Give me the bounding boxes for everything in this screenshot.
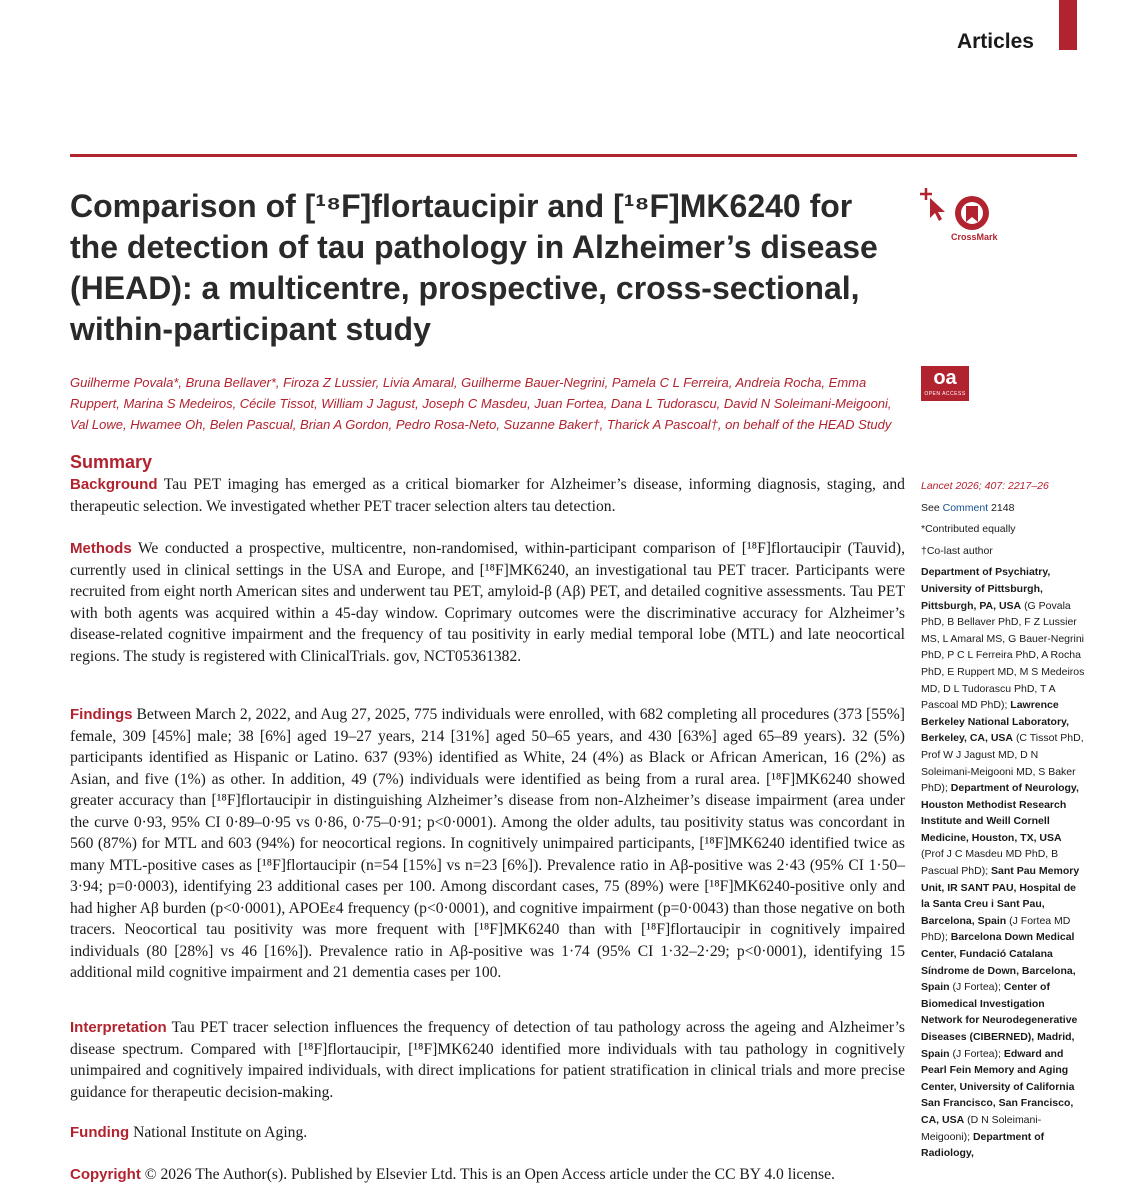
affiliation-people: (J Fortea); (952, 1047, 1001, 1060)
sidebar-notes (921, 478, 1086, 1162)
header-accent-bar (1059, 0, 1077, 50)
affiliation-name: Department of Neurology, Houston Methodist Research Institute and Weill Cornell Medicine, Houston, TX, USA (921, 782, 1079, 844)
copyright-paragraph (70, 1164, 905, 1186)
colast-note: †Co-last author (921, 544, 993, 557)
author-list: Guilherme Povala*, Bruna Bellaver*, Firoza Z Lussier, Livia Amaral, Guilherme Bauer-Negrini, Pamela C L Ferreira, Andreia Rocha, Emma Ruppert, Marina S Medeiros, Cécile Tissot, William J Jagust, Joseph C Masdeu, Juan Fortea, Dana L Tudorascu, David N Soleimani-Meigooni, Val Lowe, Hwamee Oh, Belen Pascual, Brian A Gordon, Pedro Rosa-Neto, Suzanne Baker†, Tharick A Pascoal†, on behalf of the HEAD Study (70, 375, 892, 432)
interpretation-paragraph (70, 1017, 905, 1103)
affiliation-people: (Prof J C Masdeu MD PhD, B Pascual PhD); (921, 848, 1059, 878)
background-paragraph (70, 474, 905, 517)
findings-label: Findings (70, 706, 133, 723)
interpretation-label: Interpretation (70, 1019, 167, 1036)
oa-text: oa (933, 367, 957, 389)
affiliation-name: Department of Radiology, (921, 1130, 1045, 1160)
findings-text: Between March 2, 2022, and Aug 27, 2025, 775 individuals were enrolled, with 682 completing all procedures (373 [55%] female, 309 [45%] male; 38 [6%] aged 19–27 years, 214 [31%] aged 50–65 years, and 430 [63%] aged 65–89 years). 32 (5%) participants identified as Hispanic or Latino. 637 (93%) identified as White, 24 (4%) as Black or African American, 16 (2%) as Asian, and five (1%) as other. In addition, 49 (7%) individuals were identified as being from a rural area. [¹⁸F]MK6240 showed greater accuracy than [¹⁸F]flortaucipir in distinguishing Alzheimer’s disease from non-Alzheimer’s disease impairment (area under the curve 0·93, 95% CI 0·89–0·95 vs 0·86, 0·75–0·91; p<0·0001). Among the older adults, tau positivity status was concordant in 560 (87%) for MTL and 603 (94%) for neocortical regions. In cognitively unimpaired participants, [¹⁸F]MK6240 identified twice as many MTL-positive cases as [¹⁸F]flortaucipir (n=54 [15%] vs n=23 [6%]). Prevalence ratio in Aβ-positive was 2·43 (95% CI 1·50–3·94; p=0·0003), identifying 23 additional cases per 100. Among discordant cases, 75 (89%) were [¹⁸F]MK6240-positive only and had higher Aβ burden (p<0·0001), APOEε4 frequency (p<0·0001), and cognitive impairment (p=0·0043) than those negative on both tracers. Neocortical tau positivity was more frequent with [¹⁸F]MK6240 than with [¹⁸F]flortaucipir in cognitively impaired individuals (80 [28%] vs 46 [16%]). Prevalence ratio in Aβ-positive was 1·74 (95% CI 1·32–2·29; p<0·0001), identifying 15 additional mild cognitive impairment and 21 dementia cases per 100. (70, 706, 905, 981)
methods-text: We conducted a prospective, multicentre, non-randomised, within-participant comparison of [¹⁸F]flortaucipir (Tauvid), currently used in clinical settings in the USA and Europe, and [¹⁸F]MK6240, an investigational tau PET tracer. Participants were recruited from eight north American sites and underwent tau PET, amyloid-β (Aβ) PET, and detailed cognitive assessments. Tau PET with both agents was acquired within a 45-day window. Coprimary outcomes were the discriminative accuracy for Alzheimer’s disease-related cognitive impairment and the frequency of tau positivity in early medial temporal lobe (MTL) and late neocortical regions. The study is registered with ClinicalTrials. gov, NCT05361382. (70, 540, 905, 665)
affiliation-people: (D N Soleimani-Meigooni); (921, 1113, 1042, 1143)
contributed-note: *Contributed equally (921, 523, 1016, 536)
summary-heading: Summary (70, 452, 153, 472)
article-title: Comparison of [¹⁸F]flortaucipir and [¹⁸F]MK6240 for the detection of tau pathology in Alzheimer’s disease (HEAD): a multicentre, prospective, cross-sectional, within-participant study (70, 188, 878, 347)
crossmark-label: CrossMark (951, 232, 998, 242)
affiliation-name: Lawrence Berkeley National Laboratory, Berkeley, CA, USA (921, 699, 1070, 745)
findings-paragraph (70, 704, 905, 984)
journal-citation: Lancet 2026; 407: 2217–26 (921, 480, 1049, 492)
background-text: Tau PET imaging has emerged as a critical biomarker for Alzheimer’s disease, informing diagnosis, staging, and therapeutic selection. We investigated whether PET tracer selection alters tau detection. (70, 476, 905, 515)
background-label: Background (70, 476, 158, 493)
comment-page: 2148 (991, 501, 1015, 514)
funding-paragraph (70, 1122, 905, 1144)
see-comment (921, 500, 1086, 517)
affiliation-name: Center of Biomedical Investigation Network for Neurodegenerative Diseases (CIBERNED), Madrid, Spain (921, 981, 1078, 1060)
interpretation-text: Tau PET tracer selection influences the frequency of detection of tau pathology across the ageing and Alzheimer’s disease spectrum. Compared with [¹⁸F]flortaucipir, [¹⁸F]MK6240 identified more individuals with tau pathology in cognitively unimpaired and cognitively impaired individuals, with direct implications for patient stratification in clinical trials and more precise guidance for therapeutic decision-making. (70, 1019, 906, 1101)
open-access-badge (921, 366, 969, 401)
see-text: See (921, 501, 940, 514)
affiliation-people: (J Fortea MD PhD); (921, 914, 1071, 944)
affiliation-people: (G Povala PhD, B Bellaver PhD, F Z Lussier MS, L Amaral MS, G Bauer-Negrini PhD, P C L Ferreira PhD, A Rocha PhD, E Ruppert MD, M S Medeiros MD, D L Tudorascu PhD, T A Pascoal MD PhD); (921, 599, 1085, 712)
methods-paragraph (70, 538, 905, 667)
section-label: Articles (956, 30, 1034, 53)
affiliation-name: Edward and Pearl Fein Memory and Aging Center, University of California San Francisco, San Francisco, CA, USA (921, 1047, 1075, 1126)
oa-subtext: OPEN ACCESS (924, 391, 966, 397)
copyright-label: Copyright (70, 1166, 141, 1183)
affiliation-name: Sant Pau Memory Unit, IR SANT PAU, Hospital de la Santa Creu i Sant Pau, Barcelona, Spain (921, 865, 1080, 927)
affiliation-name: Department of Psychiatry, University of Pittsburgh, Pittsburgh, PA, USA (921, 566, 1051, 612)
affiliation-people: (J Fortea); (952, 981, 1001, 994)
methods-label: Methods (70, 540, 132, 557)
funding-text: National Institute on Aging. (133, 1124, 308, 1141)
affiliations (921, 564, 1086, 1161)
affiliation-name: Barcelona Down Medical Center, Fundació Catalana Síndrome de Down, Barcelona, Spain (921, 931, 1076, 994)
copyright-text: © 2026 The Author(s). Published by Elsevier Ltd. This is an Open Access article under the CC BY 4.0 license. (144, 1166, 835, 1183)
title-rule (70, 154, 1077, 157)
affiliation-people: (C Tissot PhD, Prof W J Jagust MD, D N Soleimani-Meigooni MD, S Baker PhD); (921, 732, 1084, 795)
funding-label: Funding (70, 1124, 130, 1141)
comment-link[interactable]: Comment (942, 501, 989, 514)
